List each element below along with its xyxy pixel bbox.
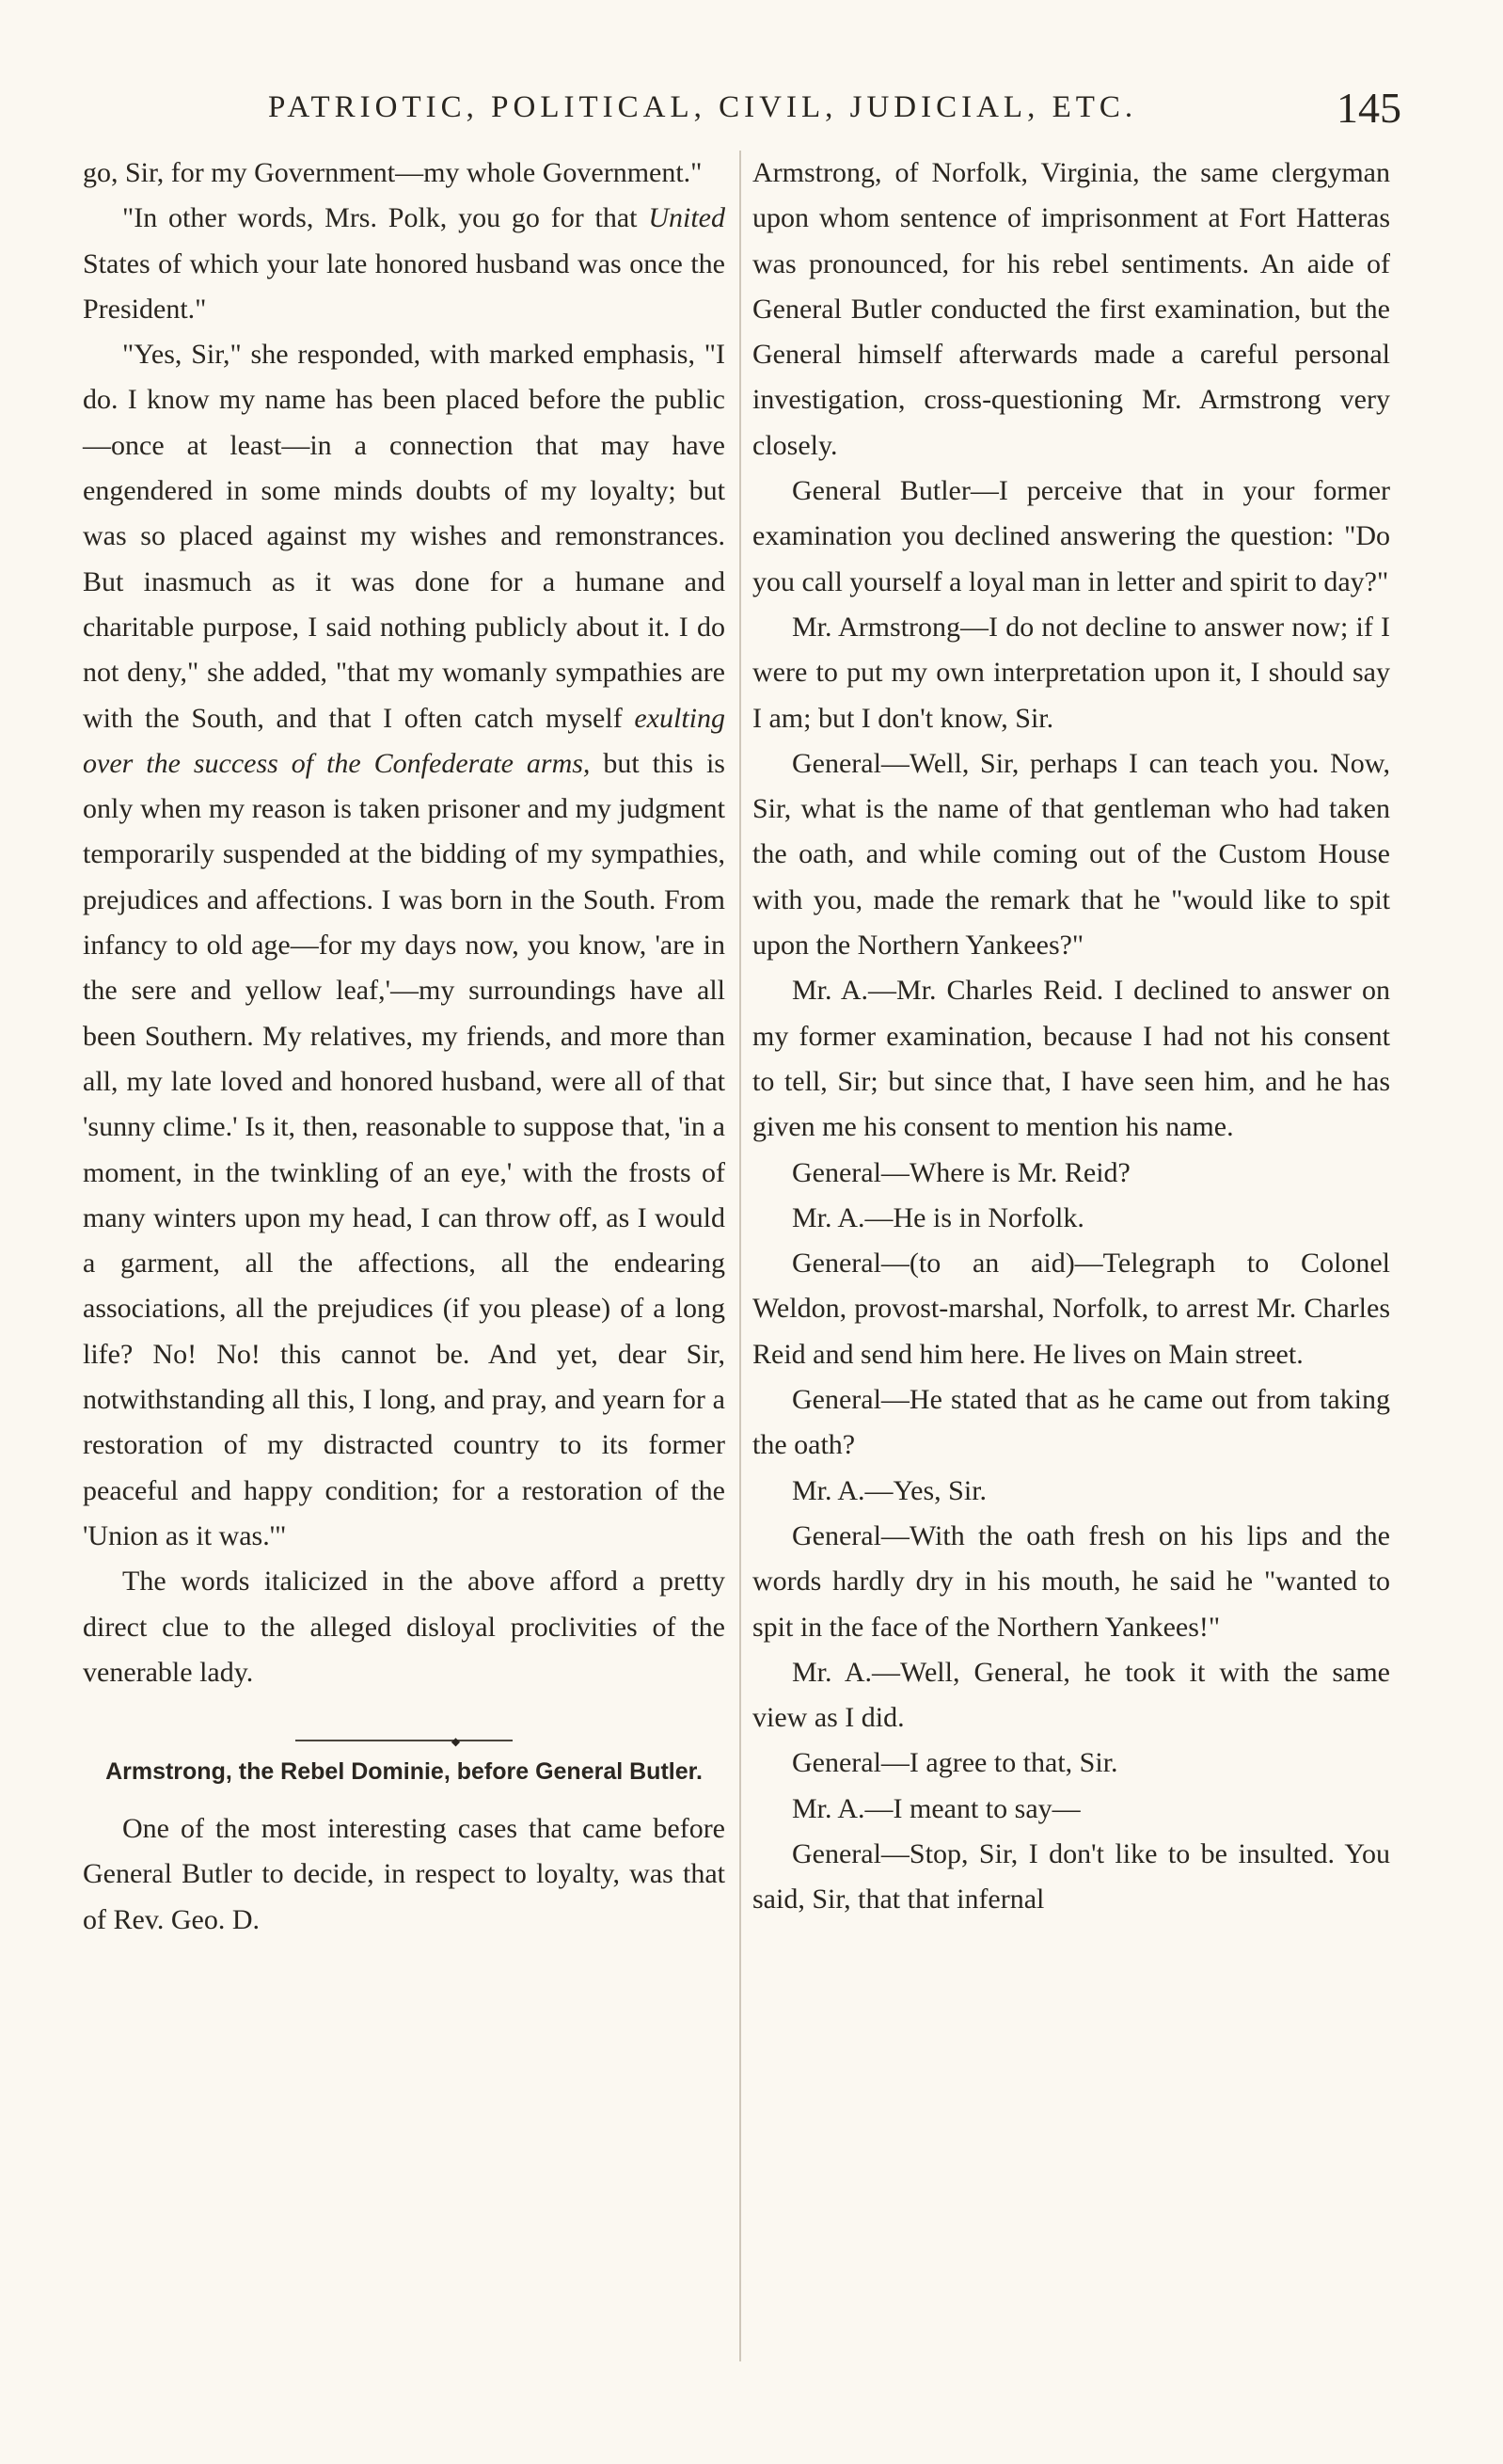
paragraph: Mr. A.—Mr. Charles Reid. I declined to answer on my former examination, because I had not his consent to tell, Sir; but since that, I have seen him, and he has given me his consent to mention his name. <box>752 975 1390 1143</box>
section-heading: Armstrong, the Rebel Dominie, before General Butler. <box>105 1758 703 1786</box>
paragraph: "In other words, Mrs. Polk, you go for that United States of which your late honored husband was once the President." <box>83 202 725 325</box>
paragraph: General—Stop, Sir, I don't like to be insulted. You said, Sir, that that infernal <box>752 1837 1390 1916</box>
paragraph: Mr. A.—Well, General, he took it with the same view as I did. <box>752 1656 1390 1734</box>
italic-text: United <box>648 202 725 234</box>
paragraph: go, Sir, for my Government—my whole Government." <box>83 157 703 188</box>
running-title: PATRIOTIC, POLITICAL, CIVIL, JUDICIAL, ETC. <box>268 90 1138 124</box>
right-column <box>752 151 1390 1923</box>
paragraph: General—Well, Sir, perhaps I can teach you. Now, Sir, what is the name of that gentleman who had taken the oath, and while coming out of the Custom House with you, made the remark that he "would like to spit upon the Northern Yankees?" <box>752 747 1390 962</box>
page-header <box>240 83 1401 139</box>
paragraph: Mr. A.—I meant to say— <box>792 1792 1081 1824</box>
paragraph: General—I agree to that, Sir. <box>792 1747 1118 1779</box>
paragraph: One of the most interesting cases that came before General Butler to decide, in respect to loyalty, was that of Rev. Geo. D. <box>83 1813 725 1935</box>
paragraph: General—Where is Mr. Reid? <box>792 1156 1131 1188</box>
italic-text: exulting over the success of the Confederate arms, <box>83 702 725 779</box>
paragraph: General—(to an aid)—Telegraph to Colonel Weldon, provost-marshal, Norfolk, to arrest Mr. Charles Reid and send him here. He lives on Main street. <box>752 1248 1390 1370</box>
paragraph: General—He stated that as he came out from taking the oath? <box>752 1384 1390 1461</box>
paragraph: Mr. A.—He is in Norfolk. <box>792 1201 1084 1233</box>
page-number: 145 <box>1337 84 1401 132</box>
paragraph: "Yes, Sir," she responded, with marked emphasis, "I do. I know my name has been placed before the public—once at least—in a connection that may have engendered in some minds doubts of my loyalty; but was so placed against my wishes and remonstrances. But inasmuch as it was done for a humane and charitable purpose, I said nothing publicly about it. I do not deny," she added, "that my womanly sympathies are with the South, and that I often catch myself exulting over the success of the Confederate arms, but this is only when my reason is taken prisoner and my judgment temporarily suspended at the bidding of my sympathies, prejudices and affections. I was born in the South. From infancy to old age—for my days now, you know, 'are in the sere and yellow leaf,'—my surroundings have all been Southern. My relatives, my friends, and more than all, my late loved and honored husband, were all of that 'sunny clime.' Is it, then, reasonable to suppose that, 'in a moment, in the twinkling of an eye,' with the frosts of many winters upon my head, I can throw off, as I would a garment, all the affections, all the endearing associations, all the prejudices (if you please) of a long life? No! No! this cannot be. And yet, dear Sir, notwithstanding all this, I long, and pray, and yearn for a restoration of my distracted country to its former peaceful and happy condition; for a restoration of the 'Union as it was.'" <box>83 339 725 1551</box>
paragraph: General—With the oath fresh on his lips and the words hardly dry in his mouth, he said he "wanted to spit in the face of the Northern Yankees!" <box>752 1519 1390 1643</box>
paragraph: The words italicized in the above afford a pretty direct clue to the alleged disloyal proclivities of the venerable lady. <box>83 1566 725 1688</box>
column-divider <box>739 151 741 2361</box>
left-column <box>83 151 725 1943</box>
paragraph: Armstrong, of Norfolk, Virginia, the same clergyman upon whom sentence of imprisonment at Fort Hatteras was pronounced, for his rebel sentiments. An aide of General Butler conducted the first examination, but the General himself afterwards made a careful personal investigation, cross-questioning Mr. Armstrong very closely. <box>752 157 1390 461</box>
section-divider: ◆ <box>83 1716 725 1735</box>
paragraph: General Butler—I perceive that in your former examination you declined answering the question: "Do you call yourself a loyal man in letter and spirit to day?" <box>752 475 1390 597</box>
paragraph: Mr. Armstrong—I do not decline to answer now; if I were to put my own interpretation upon it, I should say I am; but I don't know, Sir. <box>752 611 1390 734</box>
paragraph: Mr. A.—Yes, Sir. <box>792 1474 988 1506</box>
